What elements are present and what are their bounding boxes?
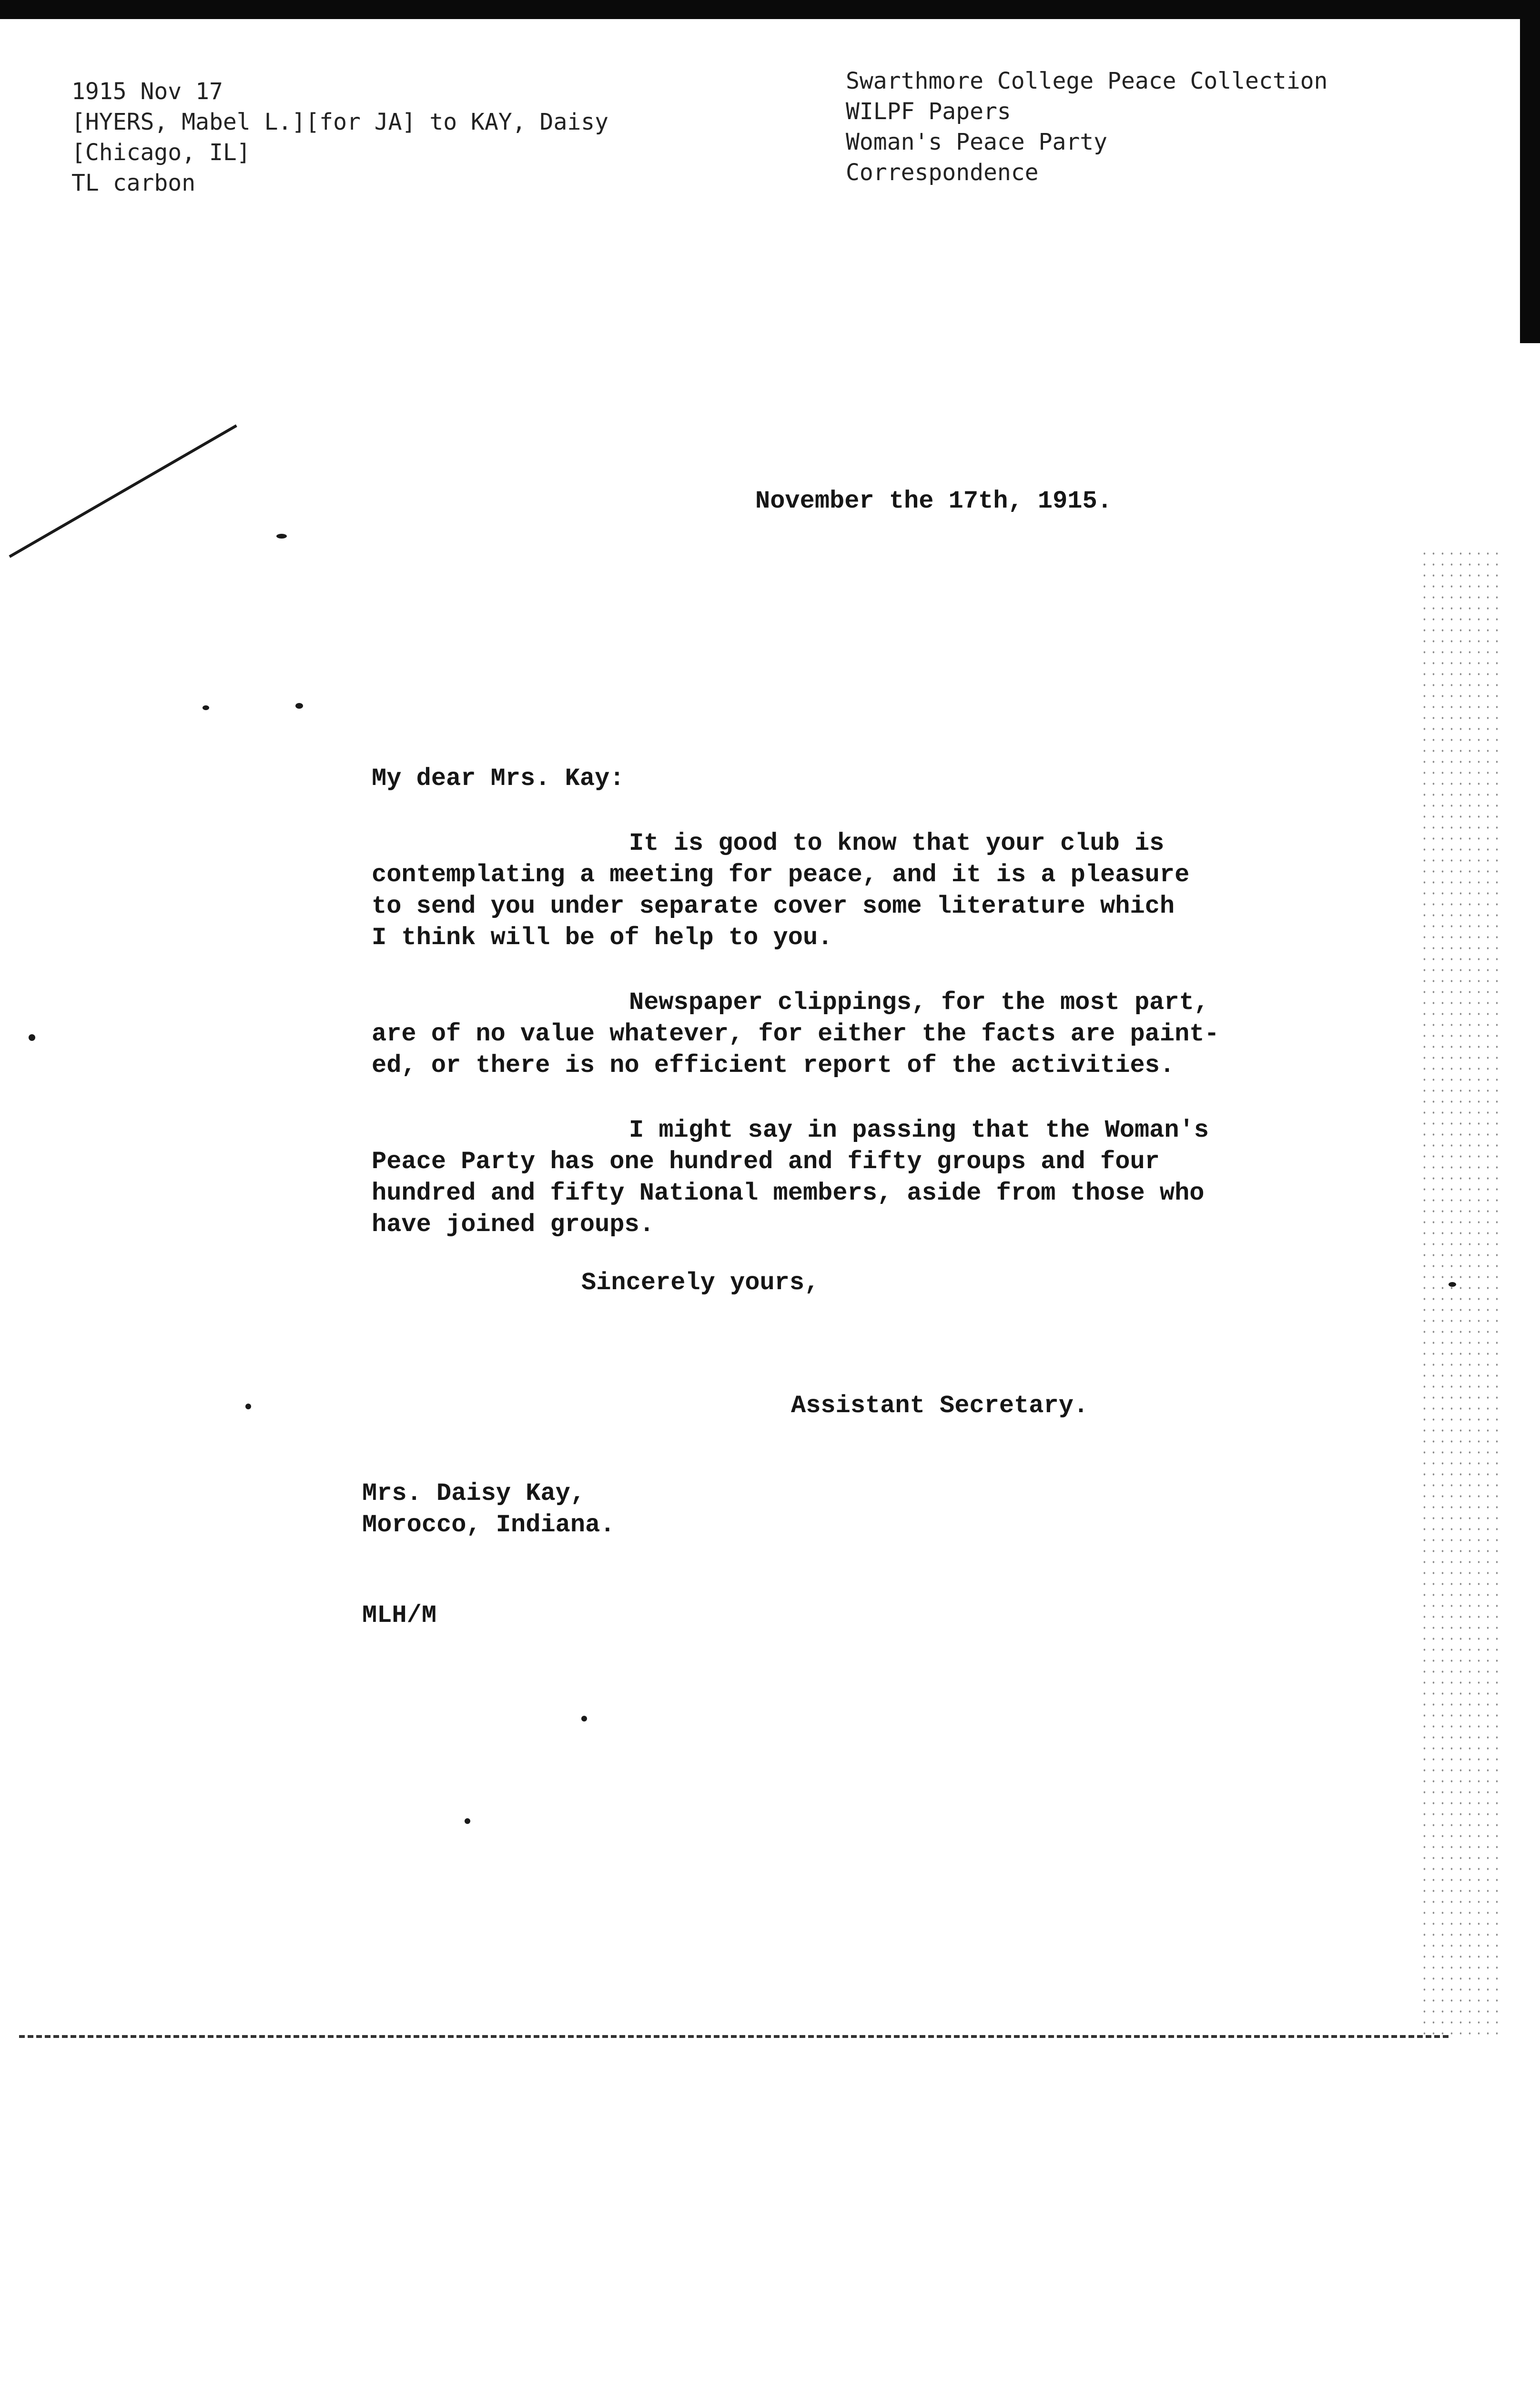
paragraph-2-line-2: are of no value whatever, for either the facts are paint- <box>372 1020 1219 1048</box>
paragraph-3-line-3: hundred and fifty National members, aside from those who <box>372 1179 1205 1207</box>
paragraph-2-line-1: Newspaper clippings, for the most part, <box>629 988 1209 1017</box>
paragraph-3-line-4: have joined groups. <box>372 1211 654 1239</box>
scan-noise-margin <box>1420 548 1501 2035</box>
catalog-collection: Swarthmore College Peace Collection <box>846 68 1328 94</box>
scan-speck <box>245 1404 251 1409</box>
paragraph-1-line-2: contemplating a meeting for peace, and it is a pleasure <box>372 861 1190 889</box>
scan-speck <box>581 1716 587 1721</box>
catalog-papers: WILPF Papers <box>846 98 1011 125</box>
catalog-people: [HYERS, Mabel L.][for JA] to KAY, Daisy <box>71 109 609 135</box>
paragraph-3-line-1: I might say in passing that the Woman's <box>629 1116 1209 1144</box>
paragraph-1-line-3: to send you under separate cover some literature which <box>372 892 1175 920</box>
scan-speck <box>203 705 209 710</box>
scan-speck <box>295 703 303 709</box>
closing: Sincerely yours, <box>581 1269 820 1297</box>
catalog-place: [Chicago, IL] <box>71 139 251 166</box>
typist-initials: MLH/M <box>362 1601 437 1629</box>
letter-date: November the 17th, 1915. <box>755 487 1112 515</box>
recipient-name: Mrs. Daisy Kay, <box>362 1479 586 1507</box>
paragraph-3-line-2: Peace Party has one hundred and fifty groups and four <box>372 1148 1160 1176</box>
paragraph-2-line-3: ed, or there is no efficient report of the activities. <box>372 1051 1175 1079</box>
catalog-format: TL carbon <box>71 170 196 196</box>
paragraph-1-line-1: It is good to know that your club is <box>629 829 1165 857</box>
catalog-date: 1915 Nov 17 <box>71 78 223 105</box>
scan-speck <box>465 1818 470 1824</box>
catalog-organization: Woman's Peace Party <box>846 129 1108 155</box>
catalog-series: Correspondence <box>846 159 1039 186</box>
recipient-place: Morocco, Indiana. <box>362 1511 615 1539</box>
scan-bottom-edge <box>19 2035 1449 2038</box>
scan-speck <box>29 1034 35 1041</box>
salutation: My dear Mrs. Kay: <box>372 764 625 793</box>
paragraph-1-line-4: I think will be of help to you. <box>372 924 833 952</box>
signature-title: Assistant Secretary. <box>791 1392 1089 1420</box>
scan-speck <box>276 534 287 539</box>
